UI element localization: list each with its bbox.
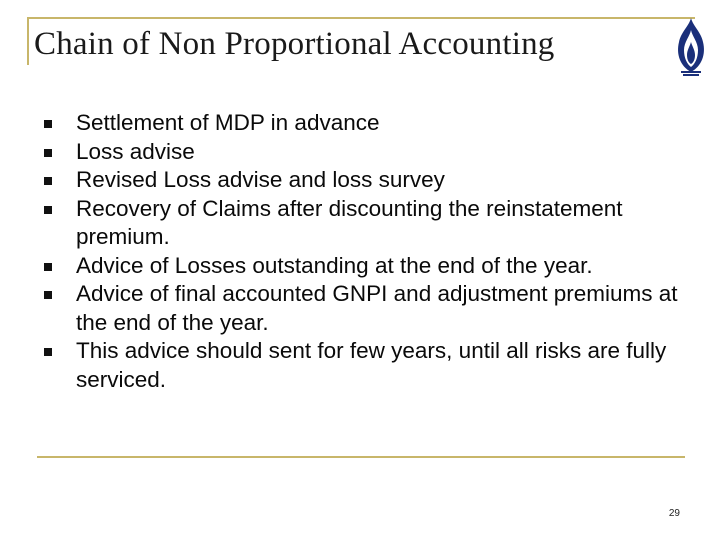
bullet-text: Advice of Losses outstanding at the end of the year. bbox=[76, 252, 593, 278]
square-bullet-icon bbox=[44, 177, 52, 185]
flame-emblem-icon bbox=[674, 16, 708, 76]
bullet-text: Loss advise bbox=[76, 138, 195, 164]
square-bullet-icon bbox=[44, 149, 52, 157]
footer-rule bbox=[37, 456, 685, 458]
bullet-text: Advice of final accounted GNPI and adjustment premiums at the end of the year. bbox=[76, 281, 678, 335]
bullet-list bbox=[44, 109, 684, 394]
square-bullet-icon bbox=[44, 291, 52, 299]
list-item bbox=[44, 337, 684, 394]
title-top-rule bbox=[27, 17, 695, 19]
list-item bbox=[44, 138, 684, 167]
title-left-rule bbox=[27, 17, 29, 65]
square-bullet-icon bbox=[44, 120, 52, 128]
list-item bbox=[44, 280, 684, 337]
list-item bbox=[44, 166, 684, 195]
page-number: 29 bbox=[668, 508, 680, 519]
list-item bbox=[44, 109, 684, 138]
slide-title: Chain of Non Proportional Accounting bbox=[34, 26, 555, 62]
bullet-text: Settlement of MDP in advance bbox=[76, 110, 380, 135]
list-item bbox=[44, 195, 684, 252]
list-item bbox=[44, 252, 684, 281]
bullet-text: Revised Loss advise and loss survey bbox=[76, 167, 445, 192]
square-bullet-icon bbox=[44, 348, 52, 356]
square-bullet-icon bbox=[44, 206, 52, 214]
bullet-text: Recovery of Claims after discounting the reinstatement premium. bbox=[76, 195, 623, 249]
square-bullet-icon bbox=[44, 263, 52, 271]
bullet-text: This advice should sent for few years, until all risks are fully serviced. bbox=[76, 338, 667, 392]
